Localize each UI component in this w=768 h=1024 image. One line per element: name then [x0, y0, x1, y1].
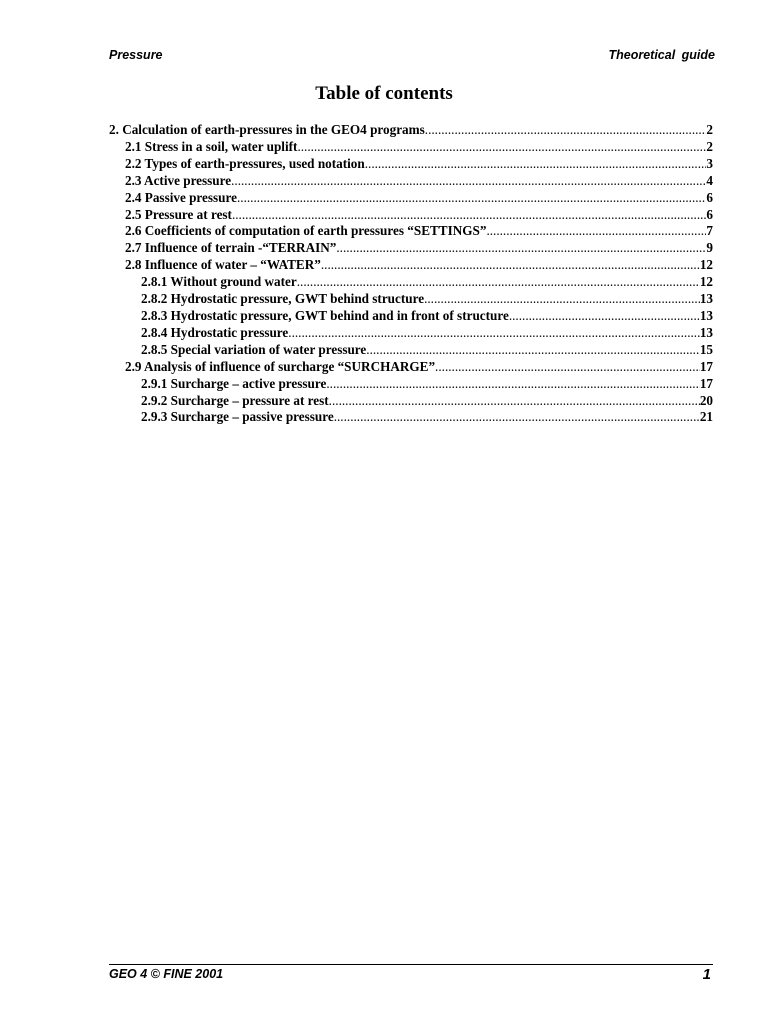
header-document-title: Theoretical guide [608, 48, 715, 62]
toc-page-number: 17 [699, 358, 713, 374]
toc-entry[interactable] [109, 190, 713, 207]
toc-dot-leader [297, 139, 706, 156]
toc-page-number: 13 [699, 291, 713, 307]
toc-entry[interactable] [109, 359, 713, 376]
toc-entry[interactable] [109, 156, 713, 173]
toc-entry-text: 2.7 Influence of terrain -“TERRAIN” [125, 240, 337, 256]
toc-entry-text: 2.9.3 Surcharge – passive pressure [141, 409, 334, 425]
toc-entry[interactable] [109, 409, 713, 426]
page-number: 1 [702, 966, 711, 983]
toc-entry[interactable] [109, 207, 713, 224]
toc-entry-text: 2.8.4 Hydrostatic pressure [141, 324, 289, 340]
toc-dot-leader [424, 291, 700, 308]
page-footer [109, 966, 713, 984]
page-header [109, 46, 715, 64]
toc-entry-text: 2. Calculation of earth-pressures in the GEO4 programs [109, 122, 425, 137]
header-section-title: Pressure [109, 48, 163, 62]
toc-page-number: 2 [706, 122, 713, 137]
toc-page-number: 3 [706, 155, 713, 171]
toc-entry-text: 2.8 Influence of water – “WATER” [125, 257, 321, 273]
toc-dot-leader [297, 274, 700, 291]
toc-page-number: 20 [699, 392, 713, 408]
toc-page-number: 6 [706, 206, 713, 222]
toc-page-number: 7 [706, 223, 713, 239]
toc-page-number: 15 [699, 341, 713, 357]
toc-page-number: 4 [706, 172, 713, 188]
toc-entry[interactable] [109, 122, 713, 139]
toc-entry[interactable] [109, 139, 713, 156]
toc-dot-leader [288, 325, 700, 342]
toc-entry[interactable] [109, 173, 713, 190]
toc-entry[interactable] [109, 325, 713, 342]
toc-dot-leader [334, 409, 700, 426]
toc-entry[interactable] [109, 308, 713, 325]
toc-entry[interactable] [109, 376, 713, 393]
toc-entry[interactable] [109, 291, 713, 308]
toc-dot-leader [365, 156, 707, 173]
toc-page-number: 17 [699, 375, 713, 391]
toc-title: Table of contents [315, 83, 453, 104]
toc-entry-text: 2.8.2 Hydrostatic pressure, GWT behind structure [141, 291, 425, 307]
table-of-contents [109, 122, 713, 426]
toc-dot-leader [425, 122, 707, 139]
toc-entry-text: 2.9.1 Surcharge – active pressure [141, 375, 327, 391]
toc-entry[interactable] [109, 257, 713, 274]
toc-entry[interactable] [109, 223, 713, 240]
toc-entry-text: 2.8.1 Without ground water [141, 274, 297, 290]
toc-entry-text: 2.4 Passive pressure [125, 189, 237, 205]
footer-copyright: GEO 4 © FINE 2001 [109, 967, 224, 981]
toc-dot-leader [326, 376, 699, 393]
toc-entry[interactable] [109, 240, 713, 257]
toc-page-number: 2 [706, 138, 713, 154]
toc-dot-leader [329, 393, 700, 410]
toc-dot-leader [336, 240, 706, 257]
toc-dot-leader [366, 342, 700, 359]
toc-dot-leader [237, 190, 706, 207]
toc-entry-text: 2.8.5 Special variation of water pressure [141, 341, 367, 357]
toc-entry[interactable] [109, 342, 713, 359]
toc-dot-leader [509, 308, 700, 325]
footer-divider [109, 964, 713, 965]
toc-page-number: 13 [699, 307, 713, 323]
toc-entry-text: 2.2 Types of earth-pressures, used notation [125, 155, 365, 171]
toc-page-number: 12 [699, 274, 713, 290]
toc-page-number: 21 [699, 409, 713, 425]
toc-dot-leader [486, 223, 706, 240]
toc-entry-text: 2.1 Stress in a soil, water uplift [125, 138, 298, 154]
toc-dot-leader [232, 207, 706, 224]
toc-dot-leader [231, 173, 706, 190]
toc-entry-text: 2.9 Analysis of influence of surcharge “SURCHARGE” [125, 358, 436, 374]
toc-dot-leader [435, 359, 700, 376]
toc-entry-text: 2.8.3 Hydrostatic pressure, GWT behind and in front of structure [141, 307, 509, 323]
toc-entry[interactable] [109, 274, 713, 291]
toc-entry-text: 2.9.2 Surcharge – pressure at rest [141, 392, 329, 408]
toc-page-number: 6 [706, 189, 713, 205]
toc-dot-leader [321, 257, 700, 274]
toc-entry[interactable] [109, 393, 713, 410]
toc-page-number: 9 [706, 240, 713, 256]
toc-entry-text: 2.3 Active pressure [125, 172, 232, 188]
toc-entry-text: 2.6 Coefficients of computation of earth pressures “SETTINGS” [125, 223, 487, 239]
toc-page-number: 12 [699, 257, 713, 273]
toc-entry-text: 2.5 Pressure at rest [125, 206, 232, 222]
toc-page-number: 13 [699, 324, 713, 340]
